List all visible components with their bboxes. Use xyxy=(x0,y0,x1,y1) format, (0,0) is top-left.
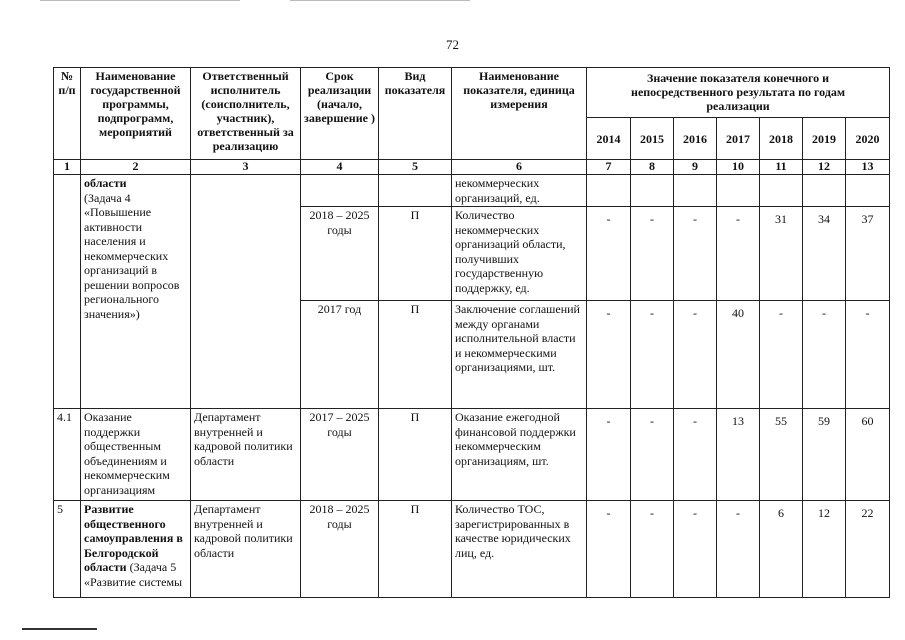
indicator-type: П xyxy=(379,301,452,409)
value-2020: 60 xyxy=(846,409,890,501)
table-row xyxy=(54,409,890,501)
footnote-rule xyxy=(22,628,97,630)
col-number: 4 xyxy=(301,160,379,175)
value-cell xyxy=(846,175,890,207)
header-year-2015: 2015 xyxy=(631,118,674,160)
program-name-task: (Задача 5 «Развитие системы xyxy=(84,560,183,589)
header-responsible: Ответственный исполнитель (соисполнитель, участник), ответственный за реализацию xyxy=(191,68,301,160)
value-2017: 40 xyxy=(717,301,760,409)
value-2020: 22 xyxy=(846,501,890,598)
header-year-2018: 2018 xyxy=(760,118,803,160)
value-2020: 37 xyxy=(846,207,890,301)
top-rule-right xyxy=(290,0,470,1)
term: 2017 – 2025 годы xyxy=(301,409,379,501)
header-year-2014: 2014 xyxy=(587,118,631,160)
indicator-name: Заключение соглашений между органами исполнительной власти и некоммерческими организациями, шт. xyxy=(452,301,587,409)
col-number: 1 xyxy=(54,160,81,175)
col-number: 11 xyxy=(760,160,803,175)
col-number: 8 xyxy=(631,160,674,175)
value-2019: - xyxy=(803,301,846,409)
value-2014: - xyxy=(587,409,631,501)
top-rule-left xyxy=(40,0,240,1)
value-2016: - xyxy=(674,301,717,409)
value-cell xyxy=(631,175,674,207)
header-term: Срок реализации (начало, завершение ) xyxy=(301,68,379,160)
value-cell xyxy=(803,175,846,207)
value-2019: 59 xyxy=(803,409,846,501)
col-number: 10 xyxy=(717,160,760,175)
col-number: 9 xyxy=(674,160,717,175)
indicator-name: Количество ТОС, зарегистрированных в качестве юридических лиц, ед. xyxy=(452,501,587,598)
indicators-table xyxy=(53,67,890,598)
value-2015: - xyxy=(631,301,674,409)
value-2014: - xyxy=(587,207,631,301)
col-number: 6 xyxy=(452,160,587,175)
col-number: 3 xyxy=(191,160,301,175)
value-2015: - xyxy=(631,501,674,598)
term: 2018 – 2025 годы xyxy=(301,501,379,598)
header-year-2016: 2016 xyxy=(674,118,717,160)
header-year-2017: 2017 xyxy=(717,118,760,160)
row-number: 5 xyxy=(54,501,81,598)
program-name-cell xyxy=(81,175,191,409)
value-2019: 12 xyxy=(803,501,846,598)
table-row xyxy=(54,501,890,598)
term: 2017 год xyxy=(301,301,379,409)
header-indicator-type: Вид показателя xyxy=(379,68,452,160)
value-2018: 55 xyxy=(760,409,803,501)
value-2015: - xyxy=(631,409,674,501)
value-2018: 6 xyxy=(760,501,803,598)
header-program-name: Наименование государственной программы, подпрограмм, мероприятий xyxy=(81,68,191,160)
col-number: 13 xyxy=(846,160,890,175)
value-2015: - xyxy=(631,207,674,301)
value-2019: 34 xyxy=(803,207,846,301)
indicator-name: Оказание ежегодной финансовой поддержки некоммерческим организациям, шт. xyxy=(452,409,587,501)
responsible: Департамент внутренней и кадровой политики области xyxy=(191,409,301,501)
responsible-cell xyxy=(191,175,301,409)
program-name-task: (Задача 4 «Повышение активности населения и некоммерческих организаций в решении вопросов регионального значения») xyxy=(84,190,180,321)
program-name-cell xyxy=(81,501,191,598)
term-cell xyxy=(301,175,379,207)
value-2016: - xyxy=(674,501,717,598)
indicator-name: некоммерческих организаций, ед. xyxy=(452,175,587,207)
program-name: Оказание поддержки общественным объединениям и некоммерческим организациям xyxy=(81,409,191,501)
value-cell xyxy=(760,175,803,207)
value-2016: - xyxy=(674,409,717,501)
header-values: Значение показателя конечного и непосредственного результата по годам реализации xyxy=(587,68,890,118)
type-cell xyxy=(379,175,452,207)
indicator-type: П xyxy=(379,501,452,598)
responsible: Департамент внутренней и кадровой политики области xyxy=(191,501,301,598)
term: 2018 – 2025 годы xyxy=(301,207,379,301)
header-indicator-name: Наименование показателя, единица измерения xyxy=(452,68,587,160)
value-2017: - xyxy=(717,501,760,598)
header-year-2019: 2019 xyxy=(803,118,846,160)
value-2018: - xyxy=(760,301,803,409)
value-cell xyxy=(717,175,760,207)
indicator-name: Количество некоммерческих организаций области, получивших государственную поддержку, ед. xyxy=(452,207,587,301)
value-cell xyxy=(674,175,717,207)
value-2016: - xyxy=(674,207,717,301)
value-cell xyxy=(587,175,631,207)
row-num-cell xyxy=(54,175,81,409)
value-2017: 13 xyxy=(717,409,760,501)
value-2017: - xyxy=(717,207,760,301)
row-number: 4.1 xyxy=(54,409,81,501)
value-2014: - xyxy=(587,301,631,409)
program-name-bold: области xyxy=(84,176,127,190)
col-number: 12 xyxy=(803,160,846,175)
page-number: 72 xyxy=(446,37,459,52)
indicator-type: П xyxy=(379,207,452,301)
indicator-type: П xyxy=(379,409,452,501)
col-number: 2 xyxy=(81,160,191,175)
col-number: 7 xyxy=(587,160,631,175)
value-2018: 31 xyxy=(760,207,803,301)
header-year-2020: 2020 xyxy=(846,118,890,160)
value-2014: - xyxy=(587,501,631,598)
header-num: № п/п xyxy=(54,68,81,160)
program-name-bold: Развитие общественного самоуправления в Белгородской области xyxy=(84,502,183,574)
col-number: 5 xyxy=(379,160,452,175)
value-2020: - xyxy=(846,301,890,409)
table-row xyxy=(54,175,890,207)
